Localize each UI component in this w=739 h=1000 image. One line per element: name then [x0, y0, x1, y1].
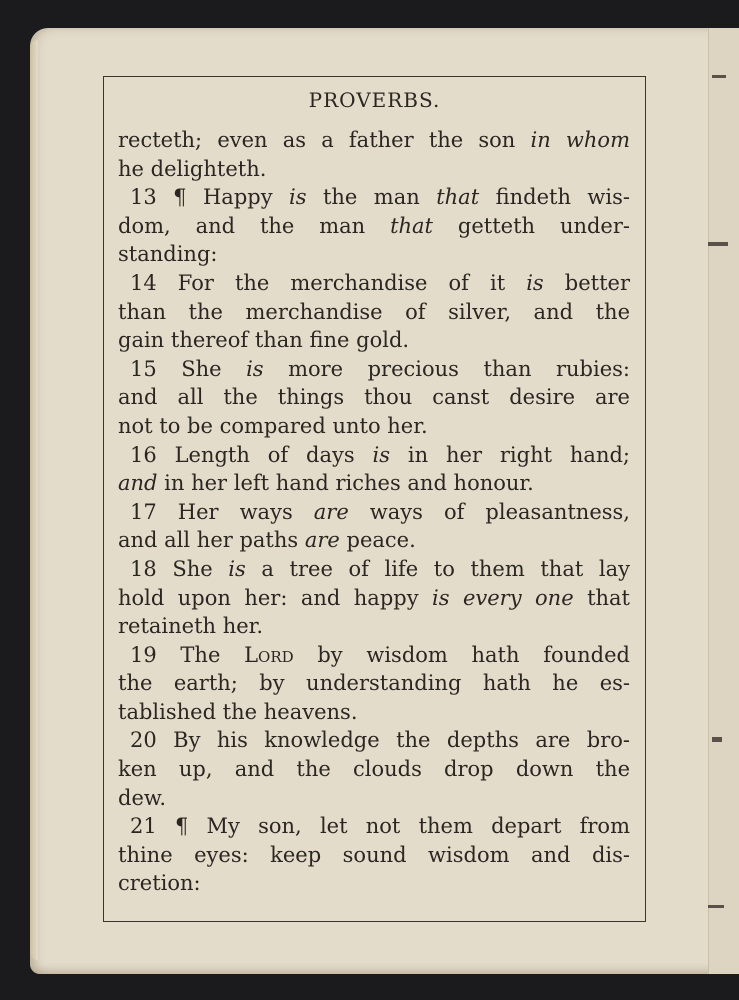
text-run: more precious than rubies:: [263, 356, 630, 381]
text-line: [118, 383, 630, 412]
text-line: [118, 555, 630, 584]
text-line: [118, 126, 630, 155]
text-run: peace.: [339, 528, 416, 553]
text-run: recteth; even as a father the son: [118, 128, 531, 152]
text-line: [118, 698, 630, 727]
text-line: [118, 526, 630, 555]
text-run: and all her paths: [118, 528, 305, 553]
margin-mark: [708, 905, 724, 908]
text-run: by wisdom hath founded: [293, 642, 630, 667]
text-line: [118, 155, 630, 184]
text-run: he delighteth.: [118, 156, 267, 181]
text-line: [118, 755, 630, 784]
text-run: 19 The: [130, 642, 245, 667]
text-run: Lord: [244, 642, 294, 667]
text-line: [118, 812, 630, 841]
text-run: is: [228, 556, 246, 581]
text-line: [118, 183, 630, 212]
text-line: [118, 355, 630, 384]
adjacent-page-edge: [708, 28, 739, 974]
text-run: that: [390, 213, 434, 238]
text-run: better: [543, 270, 630, 295]
text-run: is: [372, 442, 391, 467]
text-line: [118, 869, 630, 898]
text-run: in her right hand;: [390, 442, 630, 467]
text-line: [118, 498, 630, 527]
text-run: thine eyes: keep sound wisdom and dis-: [118, 842, 630, 867]
body-text: [118, 126, 630, 898]
text-line: [118, 298, 630, 327]
text-run: 18 She: [130, 556, 229, 581]
text-run: cretion:: [118, 871, 201, 896]
text-run: ken up, and the clouds drop down the: [118, 757, 630, 782]
text-line: [118, 584, 630, 613]
text-run: that: [436, 185, 480, 210]
text-run: in whom: [530, 128, 630, 152]
text-line: [118, 726, 630, 755]
text-run: is every one: [432, 585, 574, 610]
margin-mark: [712, 737, 722, 742]
text-run: 16 Length of days: [130, 442, 373, 467]
text-run: not to be compared unto her.: [118, 413, 428, 438]
text-run: that: [573, 585, 630, 610]
text-run: in her left hand riches and honour.: [157, 471, 534, 496]
text-line: [118, 326, 630, 355]
text-line: [118, 212, 630, 241]
text-run: and: [118, 471, 158, 496]
margin-mark: [712, 75, 726, 78]
text-run: dom, and the man: [118, 213, 391, 238]
text-line: [118, 784, 630, 813]
text-line: [118, 469, 630, 498]
text-run: are: [304, 528, 340, 553]
text-line: [118, 240, 630, 269]
text-run: is: [246, 356, 264, 381]
text-run: retaineth her.: [118, 614, 264, 639]
page-edge: [30, 40, 38, 960]
text-line: [118, 269, 630, 298]
text-run: than the merchandise of silver, and the: [118, 299, 630, 324]
text-run: getteth under-: [433, 213, 630, 238]
text-run: 15 She: [130, 356, 247, 381]
text-line: [118, 412, 630, 441]
text-line: [118, 641, 630, 670]
text-run: 17 Her ways: [130, 499, 314, 524]
text-run: standing:: [118, 242, 218, 267]
text-run: 13 ¶ Happy: [130, 185, 290, 210]
text-line: [118, 841, 630, 870]
text-run: a tree of life to them that lay: [245, 556, 630, 581]
text-run: gain thereof than fine gold.: [118, 328, 410, 353]
text-line: [118, 441, 630, 470]
margin-mark: [708, 242, 728, 246]
text-run: the earth; by understanding hath he es-: [118, 671, 630, 696]
text-run: 14 For the merchandise of it: [130, 270, 527, 295]
text-run: the man: [306, 185, 437, 210]
text-run: dew.: [118, 785, 167, 810]
page-header: PROVERBS.: [308, 88, 441, 112]
text-run: findeth wis-: [479, 185, 630, 210]
text-run: and all the things thou canst desire are: [118, 385, 630, 410]
text-run: tablished the heavens.: [118, 699, 358, 724]
text-line: [118, 669, 630, 698]
text-run: 20 By his knowledge the depths are bro-: [130, 728, 630, 753]
text-run: is: [289, 185, 307, 210]
text-run: hold upon her: and happy: [118, 585, 433, 610]
text-line: [118, 612, 630, 641]
text-run: are: [313, 499, 349, 524]
text-run: ways of pleasantness,: [348, 499, 630, 524]
text-run: is: [526, 270, 544, 295]
text-run: 21 ¶ My son, let not them depart from: [130, 814, 630, 839]
